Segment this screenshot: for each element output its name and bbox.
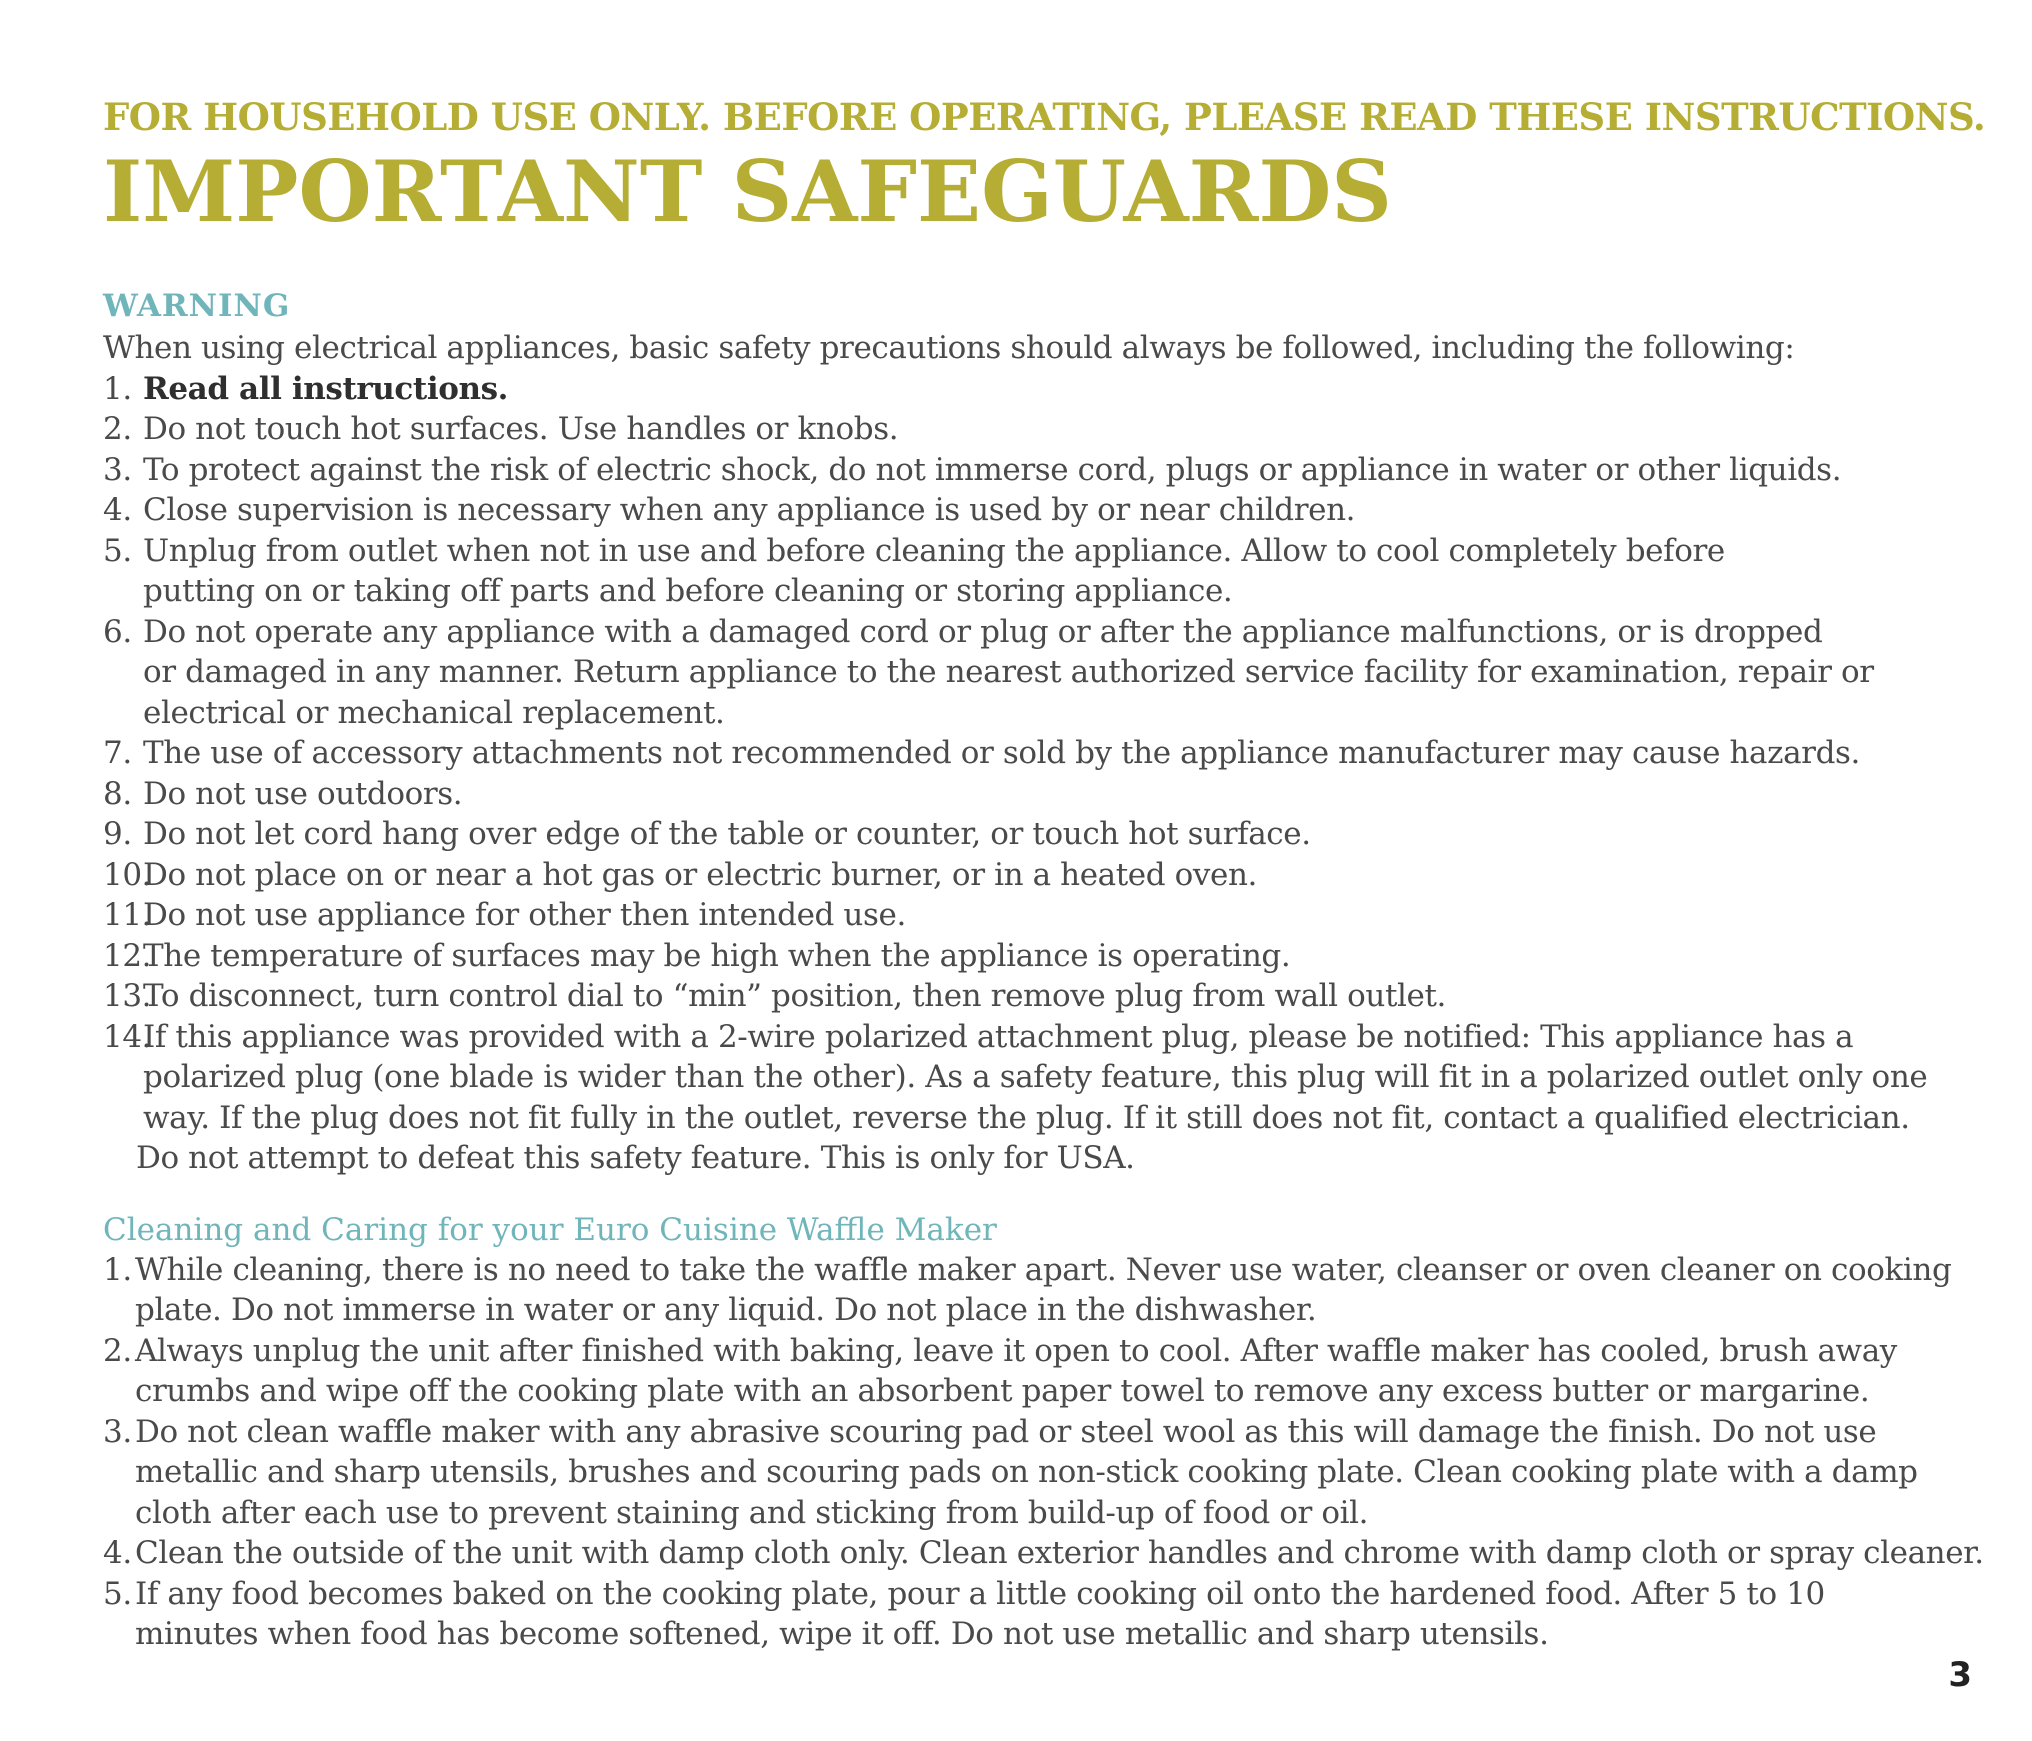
cleaning-item <box>103 1574 1983 1655</box>
list-item-number: 3. <box>103 1413 132 1450</box>
list-item-number: 7. <box>103 735 132 771</box>
list-item-text: way. If the plug does not fit fully in the outlet, reverse the plug. If it still does not fit, contact a qualified electrician. <box>143 1099 1910 1136</box>
list-item-text: minutes when food has become softened, wipe it off. Do not use metallic and sharp utensils. <box>135 1616 1549 1652</box>
list-item-text: putting on or taking off parts and before cleaning or storing appliance. <box>143 573 1233 609</box>
cleaning-item <box>103 1250 1983 1331</box>
list-item-text: Unplug from outlet when not in use and before cleaning the appliance. Allow to cool completely before <box>143 532 1725 569</box>
list-item-text: plate. Do not immerse in water or any liquid. Do not place in the dishwasher. <box>135 1292 1317 1328</box>
list-item-number: 5. <box>103 1575 132 1612</box>
safeguard-item <box>103 612 1983 734</box>
warning-heading: WARNING <box>103 288 291 324</box>
list-item-text: To disconnect, turn control dial to “min” position, then remove plug from wall outlet. <box>143 978 1447 1014</box>
list-item-number: 1. <box>103 370 132 407</box>
page-title: IMPORTANT SAFEGUARDS <box>103 142 1392 241</box>
safeguard-item <box>103 733 1983 774</box>
safeguard-item <box>103 855 1983 896</box>
list-item-text: Always unplug the unit after finished with baking, leave it open to cool. After waffle maker has cooled, brush away <box>135 1332 1897 1369</box>
list-item-text: If this appliance was provided with a 2-wire polarized attachment plug, please be notified: This appliance has a <box>143 1018 1854 1055</box>
safeguard-item <box>103 976 1983 1017</box>
safeguard-item <box>103 814 1983 855</box>
list-item-text: Clean the outside of the unit with damp cloth only. Clean exterior handles and chrome with damp cloth or spray cleaner. <box>135 1535 1984 1571</box>
list-item-text: Do not let cord hang over edge of the table or counter, or touch hot surface. <box>143 816 1311 852</box>
list-item-text: Do not use outdoors. <box>143 775 463 812</box>
list-item-text: Do not operate any appliance with a damaged cord or plug or after the appliance malfunctions, or is dropped <box>143 613 1823 650</box>
list-item-number: 11. <box>103 897 152 933</box>
document-page <box>103 92 1986 1655</box>
list-item-text: Do not clean waffle maker with any abrasive scouring pad or steel wool as this will damage the finish. Do not use <box>135 1413 1877 1450</box>
list-item-text: While cleaning, there is no need to take the waffle maker apart. Never use water, cleanser or oven cleaner on cooking <box>135 1251 1952 1288</box>
list-item-text: To protect against the risk of electric shock, do not immerse cord, plugs or appliance in water or other liquids. <box>143 451 1842 488</box>
list-item-number: 5. <box>103 532 132 569</box>
list-item-text: Do not use appliance for other then intended use. <box>143 897 906 933</box>
safeguard-item <box>103 409 1983 450</box>
list-item-text: or damaged in any manner. Return appliance to the nearest authorized service facility for examination, repair or <box>143 654 1874 690</box>
list-item-number: 12. <box>103 937 152 974</box>
list-item-text: crumbs and wipe off the cooking plate with an absorbent paper towel to remove any excess butter or margarine. <box>135 1373 1870 1409</box>
list-item-text: Close supervision is necessary when any appliance is used by or near children. <box>143 492 1356 528</box>
cleaning-heading: Cleaning and Caring for your Euro Cuisine Waffle Maker <box>103 1211 997 1248</box>
list-item-number: 2. <box>103 411 132 447</box>
list-item-number: 1. <box>103 1251 132 1288</box>
safeguards-list <box>103 369 1983 1179</box>
safeguard-item <box>103 936 1983 977</box>
list-item-text: The temperature of surfaces may be high when the appliance is operating. <box>143 937 1291 974</box>
cleaning-item <box>103 1533 1983 1574</box>
list-item-text: Read all instructions. <box>143 370 509 407</box>
list-item-number: 3. <box>103 451 132 488</box>
list-item-text: If any food becomes baked on the cooking plate, pour a little cooking oil onto the hardened food. After 5 to 10 <box>135 1575 1825 1612</box>
list-item-text: metallic and sharp utensils, brushes and scouring pads on non-stick cooking plate. Clean cooking plate with a damp <box>135 1454 1918 1490</box>
list-item-text: cloth after each use to prevent staining and sticking from build-up of food or oil. <box>135 1494 1369 1531</box>
safeguard-item <box>103 1017 1983 1179</box>
safeguard-item <box>103 895 1983 936</box>
list-item-number: 14. <box>103 1018 152 1055</box>
list-item-number: 4. <box>103 492 132 528</box>
list-item-text: electrical or mechanical replacement. <box>143 694 725 731</box>
safeguard-item <box>103 490 1983 531</box>
list-item-number: 13. <box>103 978 152 1014</box>
list-item-text: Do not touch hot surfaces. Use handles or knobs. <box>143 411 899 447</box>
safeguard-item <box>103 450 1983 491</box>
warning-intro: When using electrical appliances, basic safety precautions should always be followed, including the following: <box>103 330 1795 366</box>
cleaning-list <box>103 1250 1983 1655</box>
list-item-number: 6. <box>103 613 132 650</box>
cleaning-item <box>103 1412 1983 1534</box>
safeguard-item <box>103 369 1983 410</box>
list-item-text: Do not place on or near a hot gas or electric burner, or in a heated oven. <box>143 856 1257 893</box>
safeguard-item <box>103 531 1983 612</box>
list-item-text: The use of accessory attachments not recommended or sold by the appliance manufacturer may cause hazards. <box>143 735 1860 771</box>
page-number: 3 <box>1948 1655 1972 1695</box>
list-item-number: 9. <box>103 816 132 852</box>
list-item-number: 8. <box>103 775 132 812</box>
safeguard-item <box>103 774 1983 815</box>
list-item-number: 2. <box>103 1332 132 1369</box>
list-item-text: Do not attempt to defeat this safety feature. This is only for USA. <box>136 1140 1135 1176</box>
household-use-notice: FOR HOUSEHOLD USE ONLY. BEFORE OPERATING, PLEASE READ THESE INSTRUCTIONS. <box>103 95 1986 139</box>
cleaning-item <box>103 1331 1983 1412</box>
list-item-number: 4. <box>103 1535 132 1571</box>
list-item-number: 10. <box>103 856 152 893</box>
list-item-text: polarized plug (one blade is wider than the other). As a safety feature, this plug will fit in a polarized outlet only one <box>143 1059 1928 1095</box>
